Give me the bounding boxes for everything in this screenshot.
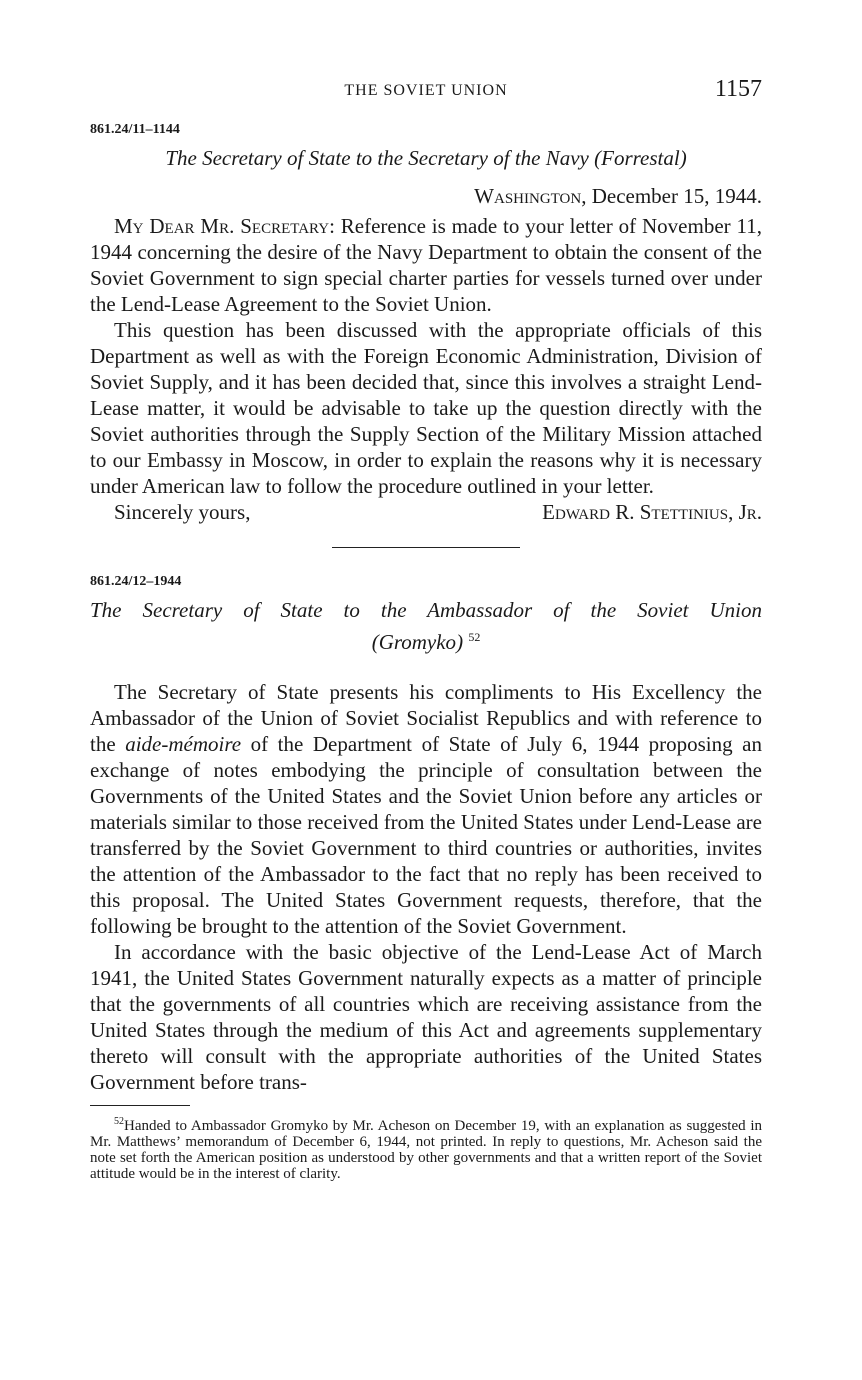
running-header — [90, 76, 762, 110]
footnote-text: Handed to Ambassador Gromyko by Mr. Acheson on December 19, with an explanation as suggested in Mr. Matthews’ memorandum of December 6, 1944, not printed. In reply to questions, Mr. Acheson said the note set forth the American position as understood by other governments and that a written report of the Soviet attitude would be in the interest of clarity. — [90, 1118, 762, 1182]
dateline-date: , December 15, 1944. — [581, 184, 762, 208]
running-title: THE SOVIET UNION — [344, 82, 508, 99]
signature-line — [90, 499, 762, 525]
page-number: 1157 — [714, 76, 762, 102]
file-number-2: 861.24/12–1944 — [90, 574, 182, 589]
footnote-number: 52 — [114, 1116, 124, 1127]
note-paragraph-2: In accordance with the basic objective of the Lend-Lease Act of March 1941, the United States Government naturally expects as a matter of principle that the governments of all countries which are receiving assistance from the United States through the medium of this Act and agreements supplementary thereto will consult with the appropriate authorities of the United States Government before trans- — [90, 940, 762, 1094]
footnote-divider — [90, 1105, 190, 1106]
letter-paragraph-2: This question has been discussed with the appropriate officials of this Department as well as with the Foreign Economic Administration, Division of Soviet Supply, and it has been decided that, since this involves a straight Lend-Lease matter, it would be advisable to take up the question directly with the Soviet authorities through the Supply Section of the Military Mission attached to our Embassy in Moscow, in order to explain the reasons why it is necessary under American law to follow the procedure outlined in your letter. — [90, 318, 762, 498]
dateline-place: Washington — [474, 184, 582, 208]
aide-memoire-term: aide-mémoire — [125, 732, 242, 756]
section-divider — [332, 547, 520, 548]
heading-1-name: Forrestal — [601, 146, 680, 170]
signature: Edward R. Stettinius, Jr. — [542, 500, 762, 524]
footnote — [90, 1114, 762, 1182]
salutation: My Dear Mr. Secretary — [114, 214, 330, 238]
letter-paragraph-1-text: : Reference is made to your letter of November 11, 1944 concerning the desire of the Navy Department to obtain the consent of the Soviet Government to sign special charter parties for vessels turned over under the Lend-Lease Agreement to the Soviet Union. — [90, 214, 763, 316]
heading-2-name: Gromyko — [378, 630, 457, 654]
file-number-1: 861.24/11–1144 — [90, 122, 180, 137]
closing: Sincerely yours, — [114, 500, 251, 524]
note-body — [90, 679, 762, 1095]
note-paragraph-1-a: The Secretary of State presents his compliments to His Excellency the Ambassador of the Union of Soviet Socialist Republics and with reference to the — [90, 680, 762, 756]
dateline — [90, 184, 762, 209]
heading-2-open: ( — [371, 630, 379, 654]
document-heading-2: The Secretary of State to the Ambassador of the Soviet Union — [90, 598, 762, 622]
letter-paragraph-1 — [90, 213, 762, 317]
document-heading-2-line2 — [90, 624, 762, 655]
document-page — [90, 76, 762, 1182]
heading-2-close: ) — [456, 630, 464, 654]
note-paragraph-1 — [90, 679, 762, 939]
footnote-reference: 52 — [468, 630, 481, 644]
note-paragraph-1-b: of the Department of State of July 6, 1944 proposing an exchange of notes embodying the principle of consultation between the Governments of the United States and the Soviet Union before any articles or materials similar to those received from the United States under Lend-Lease are transferred by the Soviet Government to third countries or authorities, invites the attention of the Ambassador to the fact that no reply has been received to this proposal. The United States Government requests, therefore, that the following be brought to the attention of the Soviet Government. — [90, 732, 763, 938]
document-heading-1 — [90, 144, 762, 172]
heading-1-close: ) — [679, 146, 687, 170]
heading-1-text: The Secretary of State to the Secretary of the Navy ( — [165, 146, 602, 170]
